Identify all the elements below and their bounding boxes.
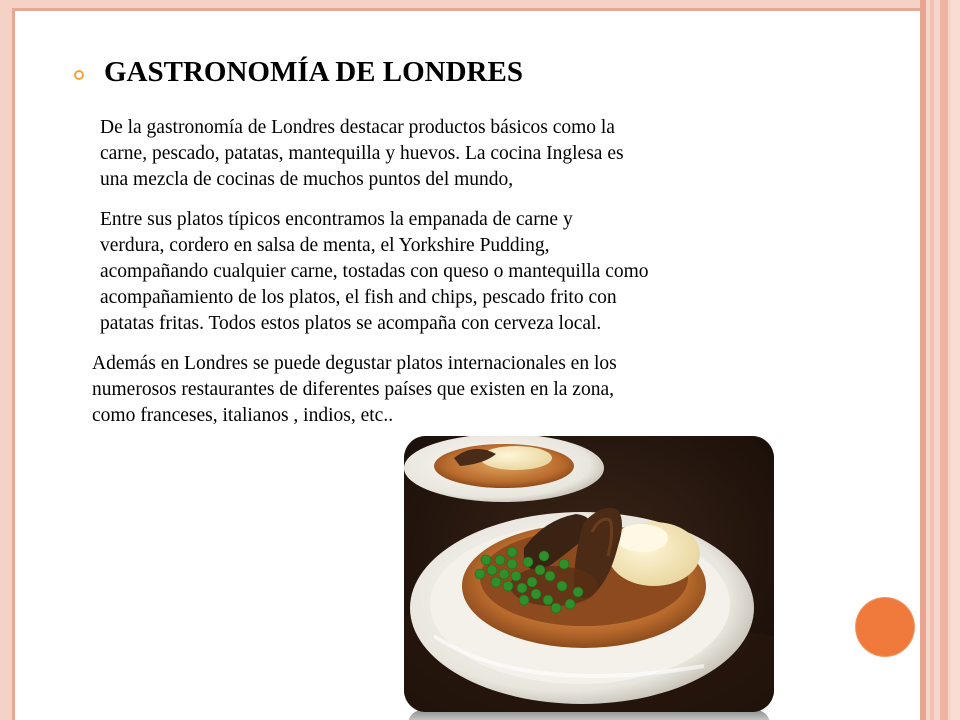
paragraph-line: una mezcla de cocinas de muchos puntos del mundo,: [100, 169, 514, 190]
decorative-circle: [856, 598, 914, 656]
paragraph-line: De la gastronomía de Londres destacar productos básicos como la: [100, 117, 615, 138]
bullet-icon: [74, 70, 84, 80]
paragraph-line: numerosos restaurantes de diferentes países que existen en la zona,: [92, 379, 614, 400]
right-decor-bar: [940, 0, 948, 720]
paragraph-intro: [100, 115, 860, 193]
paragraph-line: patatas fritas. Todos estos platos se acompaña con cerveza local.: [100, 313, 602, 334]
right-decor-bar: [951, 0, 960, 720]
paragraph-line: como franceses, italianos , indios, etc..: [92, 405, 394, 426]
food-photo: [404, 436, 774, 712]
paragraph-line: acompañando cualquier carne, tostadas con queso o mantequilla como: [100, 261, 649, 282]
paragraph-line: acompañamiento de los platos, el fish and chips, pescado frito con: [100, 287, 617, 308]
paragraph-line: verdura, cordero en salsa de menta, el Yorkshire Pudding,: [100, 235, 550, 256]
right-decor-bar: [930, 0, 934, 720]
right-decor-bar: [920, 0, 926, 720]
paragraph-typical-dishes: [100, 207, 860, 337]
paragraph-line: Entre sus platos típicos encontramos la empanada de carne y: [100, 209, 573, 230]
paragraph-line: Además en Londres se puede degustar platos internacionales en los: [92, 353, 617, 374]
frame-left-line: [12, 8, 15, 720]
paragraph-line: carne, pescado, patatas, mantequilla y huevos. La cocina Inglesa es: [100, 143, 624, 164]
slide-title: GASTRONOMÍA DE LONDRES: [104, 56, 523, 88]
frame-top-line: [12, 8, 922, 11]
paragraph-international: [92, 351, 852, 429]
food-photo-illustration: [404, 436, 774, 712]
